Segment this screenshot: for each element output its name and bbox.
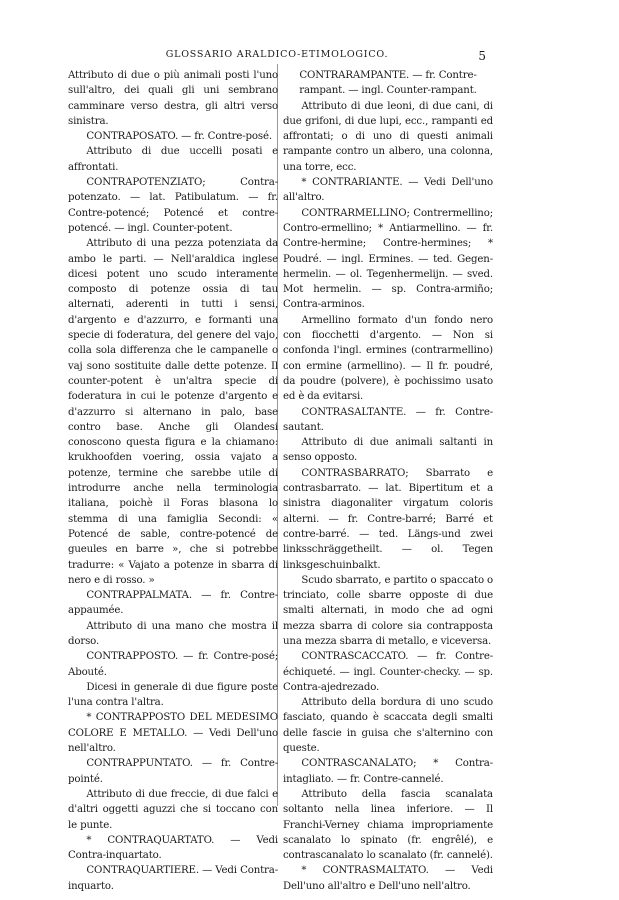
entry-headword: CONTRASALTANTE. — fr. Contre-sautant. (283, 406, 493, 433)
entry-definition: Attributo di due leoni, di due cani, di due grifoni, di due lupi, ecc., rampanti ed affrontati; o di uno di questi animali rampante contro un albero, una colonna, una torre, ecc. (283, 100, 493, 173)
entry-headword: CONTRARAMPANTE. — fr. Contre-rampant. — ingl. Counter-rampant. (299, 70, 477, 97)
entry-headword: CONTRASBARRATO; Sbarrato e contrasbarrato. — lat. Bipertitum et a sinistra diagonaliter virgatum coloris alterni. — fr. Contre-barré; Barré et contre-barré. — ted. Längs-und zwei linksschräggetheilt. — ol. Tegen linksgeschuinbalkt. (283, 467, 493, 571)
entry-headword: * CONTRAQUARTATO. — Vedi Contra-inquartato. (68, 834, 278, 862)
entry-definition: Attributo della bordura di uno scudo fasciato, quando è scaccata degli smalti delle fascie in guisa che s'alternino con queste. (283, 697, 493, 755)
entry-definition: Dicesi in generale di due figure poste l'una contra l'altra. (68, 681, 278, 709)
entry-definition: Scudo sbarrato, e partito o spaccato o trinciato, colle sbarre opposte di due smalti alternati, in modo che ad ogni mezza sbarra di colore sia contrapposta una mezza sbarra di metallo, e viceversa. (283, 574, 493, 647)
entry-continuation: Attributo di due o più animali posti l'uno sull'altro, dei quali gli uni sembrano camminare verso destra, gli altri verso sinistra. (68, 70, 278, 127)
entry-definition: Attributo di due freccie, di due falci e d'altri oggetti aguzzi che si toccano con le punte. (68, 788, 278, 831)
page-number: 5 (478, 49, 486, 63)
entry-headword: CONTRAPPOSTO. — fr. Contre-posé; Abouté. (68, 651, 278, 678)
left-column (68, 68, 278, 894)
entry-headword: CONTRARMELLINO; Contrermellino; Contro-ermellino; * Antiarmellino. — fr. Contre-hermine; Contre-hermines; * Poudré. — ingl. Ermines. — ted. Gegen-hermelin. — ol. Tegenhermelijn. — sved. Mot hermelin. — sp. Contra-armiño; Contra-arminos. (283, 207, 493, 311)
entry-headword: CONTRASCANALATO; * Contra-intagliato. — fr. Contre-cannelé. (283, 758, 493, 785)
right-column (283, 68, 493, 894)
entry-headword: * CONTRARIANTE. — Vedi Dell'uno all'altro. (283, 177, 493, 204)
entry-headword: CONTRASCACCATO. — fr. Contre-échiqueté. — ingl. Counter-checky. — sp. Contra-ajedrezado. (283, 651, 493, 693)
entry-definition: Attributo di due animali saltanti in senso opposto. (283, 437, 493, 464)
entry-headword: * CONTRAPPOSTO DEL MEDESIMO COLORE E METALLO. — Vedi Dell'uno nell'altro. (68, 712, 278, 755)
entry-definition: Attributo di due uccelli posati e affrontati. (68, 146, 278, 173)
entry-headword: * CONTRASMALTATO. — Vedi Dell'uno all'altro e Dell'uno nell'altro. (283, 865, 493, 892)
entry-definition: Attributo della fascia scanalata soltanto nella linea inferiore. — Il Franchi-Verney chiama impropriamente scanalato lo spinato (fr. engrêlé), e contrascanalato lo scanalato (fr. cannelé). (283, 788, 493, 862)
entry-headword: CONTRAPOTENZIATO; Contra-potenzato. — lat. Patibulatum. — fr. Contre-potencé; Potencé et contre-potencé. — ingl. Counter-potent. (68, 177, 278, 234)
entry-headword: CONTRAPPUNTATO. — fr. Contre-pointé. (68, 758, 278, 785)
entry-headword: CONTRAPPALMATA. — fr. Contre-appaumée. (68, 590, 278, 617)
running-title: GLOSSARIO ARALDICO-ETIMOLOGICO. (165, 49, 389, 60)
entry-headword: CONTRAPOSATO. — fr. Contre-posé. (86, 131, 272, 143)
entry-definition: Attributo di una mano che mostra il dorso. (68, 620, 278, 647)
page-header (68, 49, 486, 65)
entry-definition: Attributo di una pezza potenziata da ambo le parti. — Nell'araldica inglese dicesi potent uno scudo interamente composto di potenze ossia di tau alternati, aderenti in tutti i sensi, d'argento e d'azzurro, e formanti una specie di foderatura, del genere del vajo, colla sola differenza che le campanelle o vaj sono sostituite dalle dette potenze. Il counter-potent è un'altra specie di foderatura in cui le potenze d'argento e d'azzurro si alternano in palo, base contro base. Anche gli Olandesi conoscono questa figura e la chiamano: krukhoofden voering, ossia vajato a potenze, termine che sarebbe utile di introdurre anche nella terminologia italiana, poichè il Foras blasona lo stemma di una famiglia Secondi: « Potencé de sable, contre-potencé de gueules en barre », che si potrebbe tradurre: « Vajato a potenze in sbarra di nero e di rosso. » (68, 238, 278, 586)
entry-definition: Armellino formato d'un fondo nero con fiocchetti d'argento. — Non si confonda l'ingl. ermines (contrarmellino) con ermine (armellino). — Il fr. poudré, da poudre (polvere), è pochissimo usato ed è da evitarsi. (283, 314, 493, 403)
entry-headword: CONTRAQUARTIERE. — Vedi Contra-inquarto. (68, 865, 278, 892)
